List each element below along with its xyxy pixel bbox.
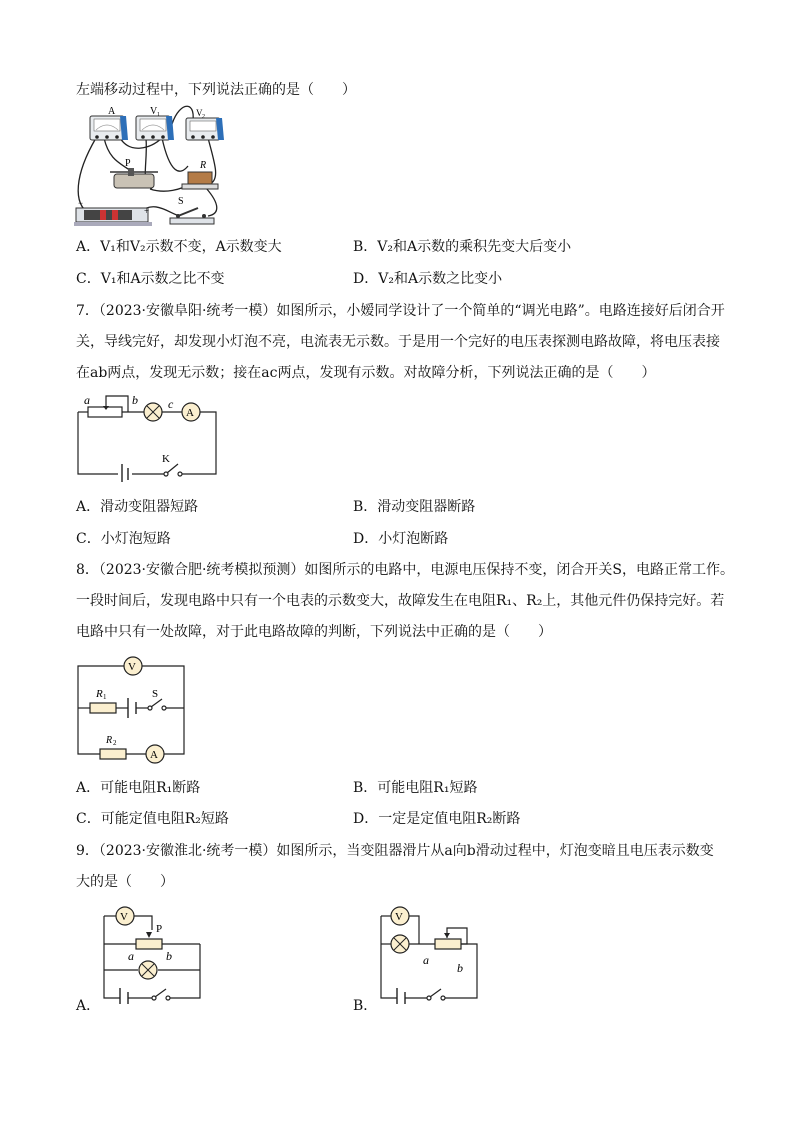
q9-option-a-circuit-figure [96,902,208,1004]
q7-label-b: b [132,393,138,407]
q9a-switch-icon [152,989,170,1000]
q7-option-a[interactable]: A．滑动变阻器短路 [76,499,199,515]
q6-ammeter-icon [90,116,128,140]
q8-ammeter-icon [146,745,164,763]
q9b-battery-icon [397,988,405,1004]
q8-label-r1: R [96,688,103,700]
q9a-lamp-icon [139,961,157,979]
q6-option-d[interactable]: D．V₂和A示数之比变小 [353,271,503,287]
q8-stem-line-2: 一段时间后，发现电路中只有一个电表的示数变大，故障发生在电阻R₁、R₂上，其他元件仍保持完好。若 [76,593,725,609]
q7-stem-line-2: 关，导线完好，却发现小灯泡不亮，电流表无示数。于是用一个完好的电压表探测电路故障，将电压表接 [76,334,720,350]
q9a-label-b: b [166,949,172,963]
q8-option-c[interactable]: C．可能定值电阻R₂短路 [76,811,229,827]
q8-circuit-figure [70,652,194,764]
q8-label-s: S [152,688,159,700]
q7-label-k: K [162,453,170,465]
q9-stem-line-1: 9．（2023·安徽淮北·统考一模）如图所示，当变阻器滑片从a向b滑动过程中，灯泡变暗且电压表示数变 [76,843,714,859]
q8-stem-line-1: 8．（2023·安徽合肥·统考模拟预测）如图所示的电路中，电源电压保持不变，闭合开关S，电路正常工作。 [76,562,735,578]
q9-option-a[interactable]: A． [76,998,101,1014]
q7-stem-line-3: 在ab两点，发现无示数；接在ac两点，发现有示数。对故障分析，下列说法正确的是（ ） [76,365,656,381]
q6-voltmeter-v1-icon [136,116,174,140]
q6-battery-icon [74,208,152,226]
q7-lamp-icon [144,403,162,421]
q8-voltmeter-icon [124,657,142,675]
q7-option-d[interactable]: D．小灯泡断路 [353,531,449,547]
q6-option-c[interactable]: C．V₁和A示数之比不变 [76,271,225,287]
q8-resistor-r1-icon [90,703,116,713]
q9a-voltmeter-icon [116,907,134,925]
svg-text:V: V [128,661,136,673]
q8-option-b[interactable]: B．可能电阻R₁短路 [353,780,478,796]
q9b-label-b: b [457,961,463,975]
q9b-switch-icon [427,989,445,1000]
q6-label-p: P [125,158,131,169]
q9-stem-line-2: 大的是（ ） [76,874,174,890]
q6-option-a[interactable]: A．V₁和V₂示数不变，A示数变大 [76,239,282,255]
q9a-battery-icon [120,988,128,1004]
q6-stem-tail: 左端移动过程中，下列说法正确的是（ ） [76,82,356,98]
q6-label-minus: − [78,198,84,208]
q7-ammeter-icon [182,403,200,421]
q9a-label-a: a [128,949,134,963]
q8-battery-icon [128,698,136,718]
q6-label-plus: + [144,206,150,216]
q7-stem-line-1: 7．（2023·安徽阜阳·统考一模）如图所示，小嫒同学设计了一个简单的“调光电路”。电路连接好后闭合开 [76,303,725,319]
q6-apparatus-figure [70,104,230,232]
q9b-label-a: a [423,953,429,967]
q8-option-a[interactable]: A．可能电阻R₁断路 [76,780,201,796]
q6-label-v1-sub: 1 [157,112,160,118]
q6-resistor-icon [182,172,218,189]
q7-label-a: a [84,393,90,407]
q8-label-r2-sub: 2 [113,739,117,747]
q8-label-r1-sub: 1 [103,693,107,701]
q9-option-b[interactable]: B． [353,998,378,1014]
q6-label-v2-sub: 2 [202,114,205,120]
q6-label-a: A [108,106,116,117]
q6-label-v2: V [196,108,203,118]
q7-circuit-figure [70,390,230,482]
svg-text:V: V [120,911,128,923]
q8-stem-line-3: 电路中只有一处故障，对于此电路故障的判断，下列说法中正确的是（ ） [76,624,552,640]
q9a-rheostat-icon [136,939,162,949]
q9b-lamp-icon [391,935,409,953]
q9a-label-p: P [156,923,163,935]
q6-label-s: S [178,196,184,207]
q6-switch-icon [170,208,214,224]
q6-label-r: R [200,160,207,171]
q8-label-r2: R [106,735,113,746]
svg-text:V: V [395,911,403,923]
q6-label-v1: V [150,106,158,117]
q8-resistor-r2-icon [100,749,126,759]
q7-battery-icon [122,464,128,482]
q6-rheostat-icon [110,168,158,188]
q7-option-b[interactable]: B．滑动变阻器断路 [353,499,476,515]
q7-label-c: c [168,397,174,411]
q6-voltmeter-v2-icon [186,118,224,140]
svg-text:A: A [186,407,194,419]
q8-option-d[interactable]: D．一定是定值电阻R₂断路 [353,811,521,827]
q9b-rheostat-icon [435,939,461,949]
svg-text:A: A [150,749,158,761]
q9-option-b-circuit-figure [373,902,485,1004]
q6-option-b[interactable]: B．V₂和A示数的乘积先变大后变小 [353,239,572,255]
q7-option-c[interactable]: C．小灯泡短路 [76,531,171,547]
q9b-voltmeter-icon [391,907,409,925]
q8-switch-icon [148,699,166,710]
q7-switch-icon [164,464,182,476]
